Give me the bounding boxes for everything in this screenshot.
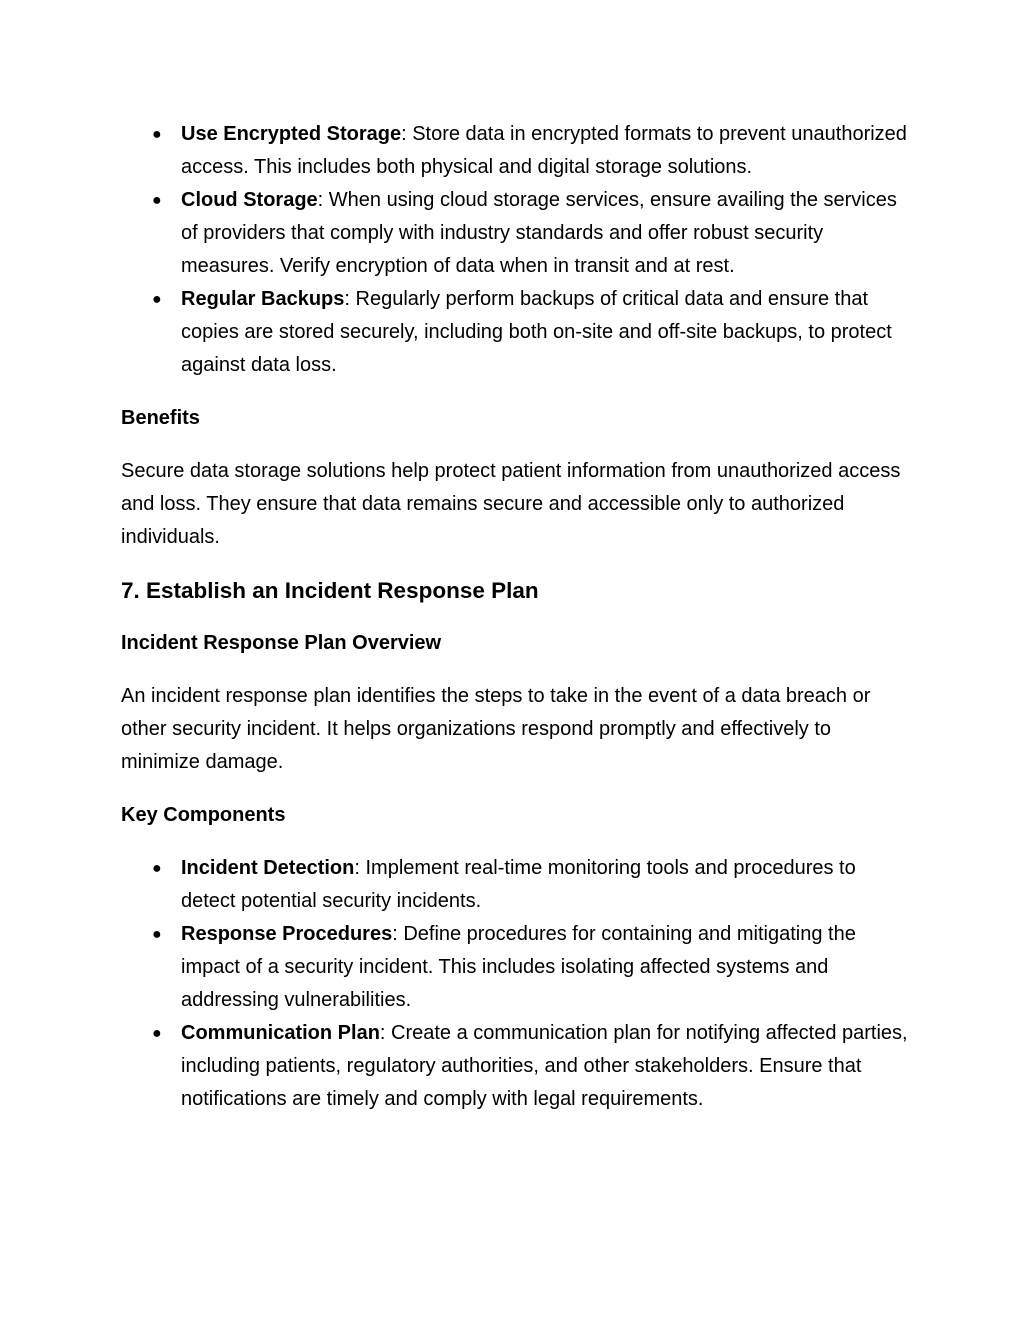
benefits-paragraph: Secure data storage solutions help protect patient information from unauthorized access and loss. They ensure that data remains secure and accessible only to authorized individuals. (121, 460, 901, 548)
list-item (121, 918, 911, 1017)
bullet-icon: ● (152, 192, 162, 209)
key-components-heading: Key Components (121, 804, 286, 826)
list-item (121, 852, 911, 918)
document-page (121, 118, 911, 1116)
list-item (121, 283, 911, 382)
bullet-text: : Implement real-time monitoring tools and procedures to detect potential security incidents. (181, 857, 856, 912)
storage-bullet-list (121, 118, 911, 382)
bullet-text: : Regularly perform backups of critical data and ensure that copies are stored securely, including both on-site and off-site backups, to protect against data loss. (181, 288, 892, 376)
bullet-term: Communication Plan (181, 1022, 380, 1044)
bullet-term: Cloud Storage (181, 189, 318, 211)
overview-heading: Incident Response Plan Overview (121, 632, 442, 654)
list-item (121, 118, 911, 184)
bullet-term: Use Encrypted Storage (181, 123, 402, 145)
benefits-heading: Benefits (121, 407, 200, 429)
bullet-icon: ● (152, 126, 162, 143)
bullet-term: Incident Detection (181, 857, 355, 879)
bullet-icon: ● (152, 1025, 162, 1042)
bullet-text: : Define procedures for containing and mitigating the impact of a security incident. This includes isolating affected systems and addressing vulnerabilities. (181, 923, 856, 1011)
bullet-icon: ● (152, 860, 162, 877)
bullet-text: : When using cloud storage services, ensure availing the services of providers that comply with industry standards and offer robust security measures. Verify encryption of data when in transit and at rest. (181, 189, 897, 277)
list-item (121, 1017, 911, 1116)
bullet-icon: ● (152, 291, 162, 308)
section-heading: 7. Establish an Incident Response Plan (121, 578, 539, 603)
overview-paragraph: An incident response plan identifies the steps to take in the event of a data breach or other security incident. It helps organizations respond promptly and effectively to minimize damage. (121, 685, 871, 773)
bullet-text: : Store data in encrypted formats to prevent unauthorized access. This includes both physical and digital storage solutions. (181, 123, 907, 178)
bullet-text: : Create a communication plan for notifying affected parties, including patients, regulatory authorities, and other stakeholders. Ensure that notifications are timely and comply with legal requirements. (181, 1022, 908, 1110)
bullet-term: Regular Backups (181, 288, 345, 310)
list-item (121, 184, 911, 283)
bullet-icon: ● (152, 926, 162, 943)
components-bullet-list (121, 852, 911, 1116)
bullet-term: Response Procedures (181, 923, 393, 945)
